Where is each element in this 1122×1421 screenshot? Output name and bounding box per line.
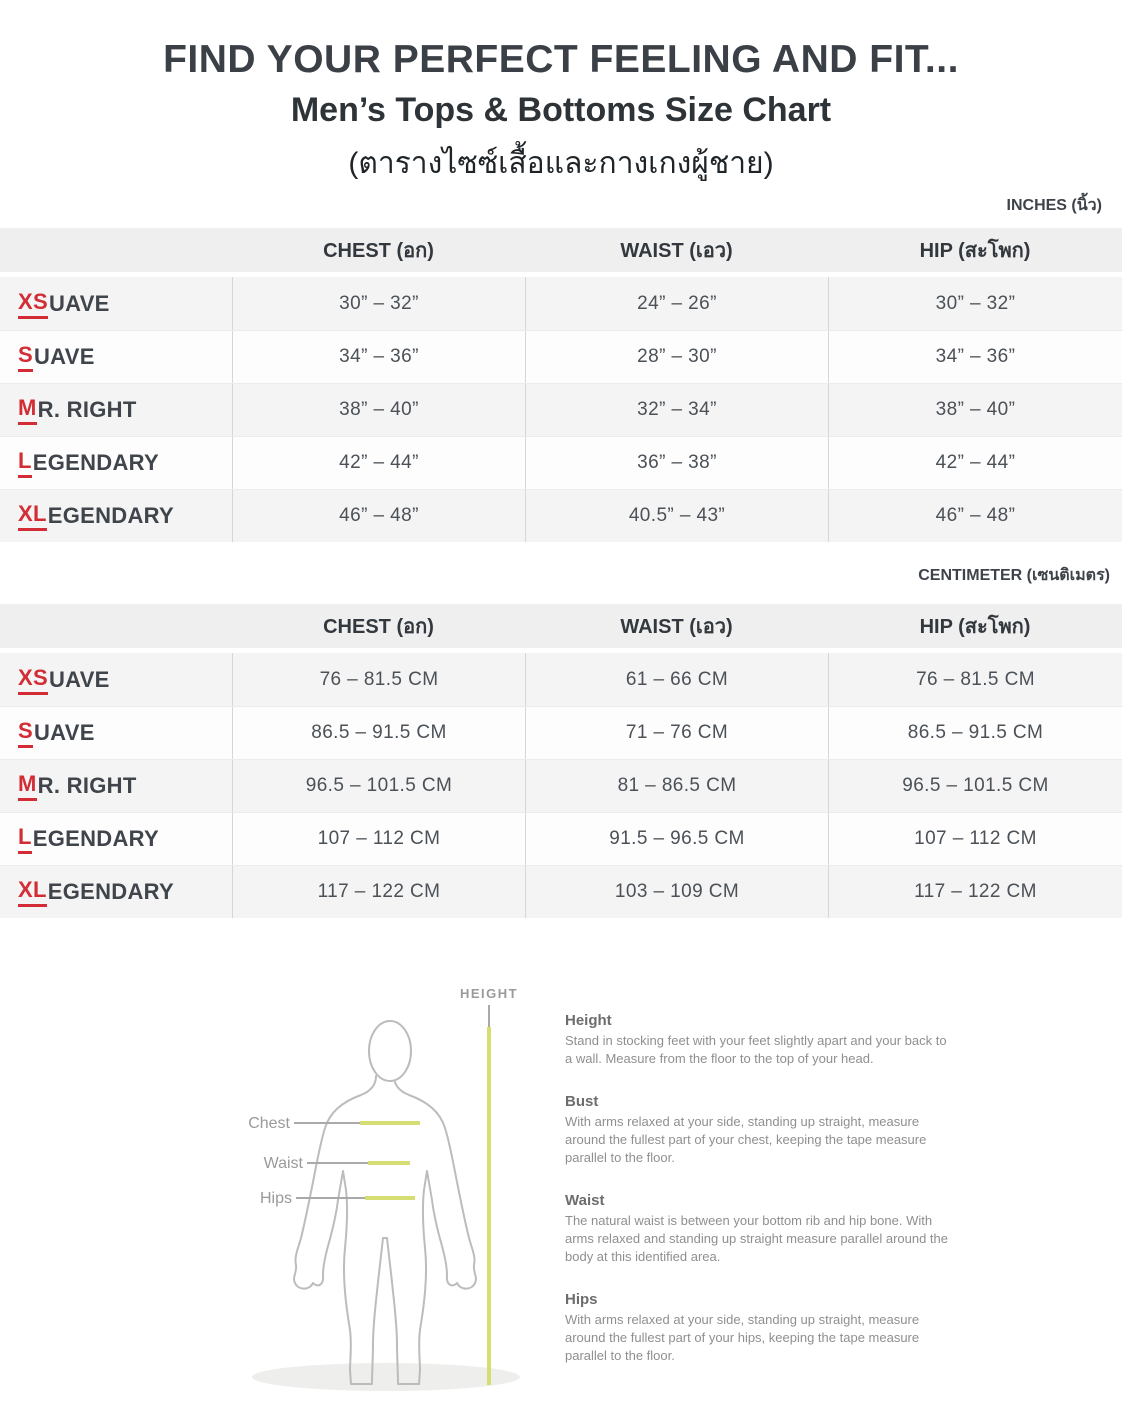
hip-value: 96.5 – 101.5 CM: [828, 760, 1122, 812]
size-suffix: EGENDARY: [32, 826, 160, 851]
instruction-text: The natural waist is between your bottom rib and hip bone. With arms relaxed and standing up straight measure parallel around the body at this identified area.: [565, 1213, 949, 1264]
instruction-text: With arms relaxed at your side, standing up straight, measure around the fullest part of your hips, keeping the tape measure parallel to the floor.: [565, 1312, 920, 1363]
size-prefix: L: [18, 824, 32, 854]
size-suffix: UAVE: [48, 666, 110, 692]
instruction-text: With arms relaxed at your side, standing up straight, measure around the fullest part of your chest, keeping the tape measure parallel to the floor.: [565, 1114, 927, 1165]
size-prefix: XL: [18, 877, 47, 907]
waist-value: 28” – 30”: [525, 331, 828, 383]
column-header-hip: HIP (สะโพก): [919, 616, 1031, 638]
hip-value: 107 – 112 CM: [828, 813, 1122, 865]
size-prefix: S: [18, 342, 33, 372]
height-label: HEIGHT: [459, 986, 519, 1001]
chest-value: 34” – 36”: [232, 331, 525, 383]
hip-value: 42” – 44”: [828, 437, 1122, 489]
measuring-instructions: [565, 1012, 951, 1390]
instruction-height: [565, 1012, 951, 1067]
size-prefix: L: [18, 448, 32, 478]
page-subtitle-thai: (ตารางไซซ์เสื้อและกางเกงผู้ชาย): [348, 147, 774, 180]
column-header-waist: WAIST (เอว): [620, 616, 733, 638]
size-suffix: UAVE: [48, 290, 110, 316]
chest-label: Chest: [248, 1115, 290, 1132]
table-row: [0, 706, 1122, 759]
chest-value: 30” – 32”: [232, 277, 525, 330]
column-header-chest: CHEST (อก): [323, 616, 434, 638]
size-name: [0, 331, 232, 383]
hip-value: 30” – 32”: [828, 277, 1122, 330]
centimeter-size-table: [0, 604, 1122, 918]
chest-value: 107 – 112 CM: [232, 813, 525, 865]
hip-value: 86.5 – 91.5 CM: [828, 707, 1122, 759]
chest-value: 46” – 48”: [232, 490, 525, 542]
body-measurement-diagram: [230, 975, 560, 1400]
size-prefix: S: [18, 718, 33, 748]
chest-value: 38” – 40”: [232, 384, 525, 436]
instruction-waist: [565, 1192, 951, 1265]
page-title: FIND YOUR PERFECT FEELING AND FIT...: [163, 38, 959, 81]
size-name: [0, 707, 232, 759]
waist-value: 40.5” – 43”: [525, 490, 828, 542]
page-header: [0, 38, 1122, 187]
chest-value: 96.5 – 101.5 CM: [232, 760, 525, 812]
page-subtitle: Men’s Tops & Bottoms Size Chart: [290, 91, 832, 129]
size-prefix: XS: [18, 665, 48, 695]
table-row: [0, 277, 1122, 330]
size-suffix: EGENDARY: [47, 503, 174, 528]
size-name: [0, 277, 232, 330]
cm-table-header: [0, 604, 1122, 648]
hips-label: Hips: [259, 1190, 292, 1207]
floor-shadow: [252, 1363, 520, 1391]
table-row: [0, 812, 1122, 865]
size-name: [0, 653, 232, 706]
column-header-waist: WAIST (เอว): [620, 240, 733, 262]
size-suffix: UAVE: [33, 344, 95, 369]
size-prefix: M: [18, 771, 37, 801]
size-name: [0, 760, 232, 812]
waist-value: 103 – 109 CM: [525, 866, 828, 918]
table-row: [0, 489, 1122, 542]
chest-value: 117 – 122 CM: [232, 866, 525, 918]
size-suffix: EGENDARY: [47, 879, 174, 904]
size-name: [0, 813, 232, 865]
size-suffix: EGENDARY: [32, 450, 160, 475]
waist-value: 91.5 – 96.5 CM: [525, 813, 828, 865]
chest-value: 42” – 44”: [232, 437, 525, 489]
hip-value: 117 – 122 CM: [828, 866, 1122, 918]
size-suffix: R. RIGHT: [37, 397, 137, 422]
waist-value: 61 – 66 CM: [525, 653, 828, 706]
hip-value: 38” – 40”: [828, 384, 1122, 436]
table-row: [0, 330, 1122, 383]
instruction-bust: [565, 1093, 951, 1166]
size-name: [0, 490, 232, 542]
size-prefix: XL: [18, 501, 47, 531]
instruction-heading: Waist: [565, 1192, 605, 1210]
table-row: [0, 383, 1122, 436]
waist-value: 81 – 86.5 CM: [525, 760, 828, 812]
head-outline: [369, 1021, 411, 1081]
inches-table-header: [0, 228, 1122, 272]
centimeter-unit-label: CENTIMETER (เซนติเมตร): [918, 567, 1110, 584]
size-prefix: XS: [18, 289, 48, 319]
waist-value: 71 – 76 CM: [525, 707, 828, 759]
instruction-heading: Hips: [565, 1291, 598, 1309]
table-row: [0, 653, 1122, 706]
size-name: [0, 866, 232, 918]
inches-unit-label: INCHES (นิ้ว): [1006, 197, 1102, 214]
size-name: [0, 437, 232, 489]
instruction-hips: [565, 1291, 951, 1364]
waist-value: 36” – 38”: [525, 437, 828, 489]
table-row: [0, 436, 1122, 489]
hip-value: 76 – 81.5 CM: [828, 653, 1122, 706]
instruction-heading: Bust: [565, 1093, 599, 1111]
hip-value: 34” – 36”: [828, 331, 1122, 383]
size-prefix: M: [18, 395, 37, 425]
size-suffix: R. RIGHT: [37, 773, 137, 798]
hip-value: 46” – 48”: [828, 490, 1122, 542]
instruction-text: Stand in stocking feet with your feet slightly apart and your back to a wall. Measure from the floor to the top of your head.: [565, 1033, 947, 1066]
table-row: [0, 759, 1122, 812]
instruction-heading: Height: [565, 1012, 612, 1029]
column-header-hip: HIP (สะโพก): [919, 240, 1031, 262]
table-row: [0, 865, 1122, 918]
chest-value: 86.5 – 91.5 CM: [232, 707, 525, 759]
waist-value: 24” – 26”: [525, 277, 828, 330]
waist-label: Waist: [263, 1155, 303, 1172]
size-suffix: UAVE: [33, 720, 95, 745]
column-header-chest: CHEST (อก): [323, 240, 434, 262]
inches-size-table: [0, 228, 1122, 542]
size-name: [0, 384, 232, 436]
waist-value: 32” – 34”: [525, 384, 828, 436]
chest-value: 76 – 81.5 CM: [232, 653, 525, 706]
